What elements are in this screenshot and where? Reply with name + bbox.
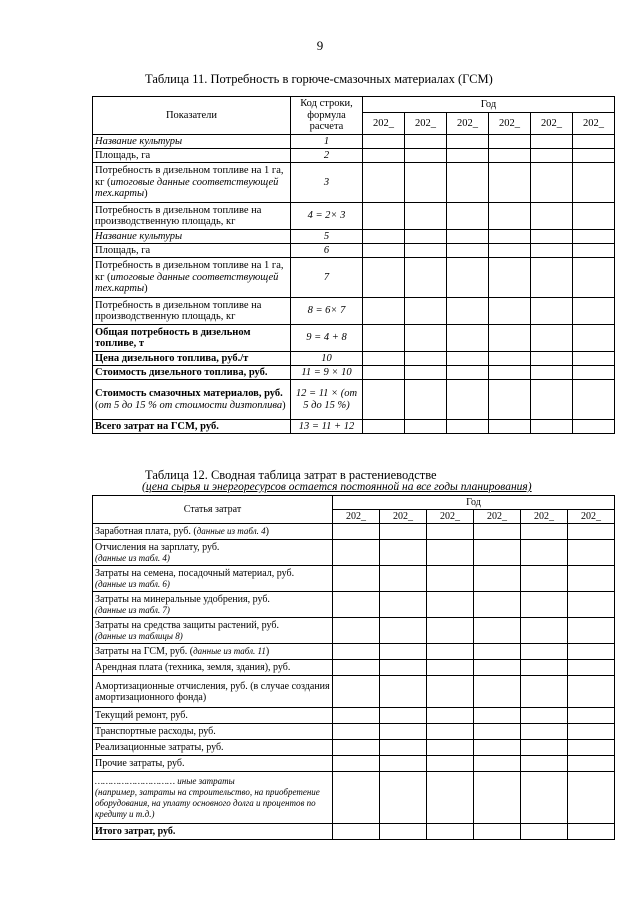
header-year-group: Год	[333, 496, 615, 510]
value-cell[interactable]	[447, 135, 489, 149]
value-cell[interactable]	[363, 258, 405, 298]
value-cell[interactable]	[531, 325, 573, 352]
value-cell[interactable]	[405, 230, 447, 244]
value-cell[interactable]	[380, 644, 427, 660]
table-row	[93, 566, 615, 592]
row-label-part: данные из табл. 11	[193, 646, 266, 656]
table-row	[93, 203, 615, 230]
value-cell[interactable]	[380, 660, 427, 676]
value-cell[interactable]	[474, 524, 521, 540]
header-year: 202_	[568, 510, 615, 524]
row-label-part: Площадь, га	[95, 244, 151, 256]
table-row	[93, 824, 615, 840]
value-cell[interactable]	[474, 756, 521, 772]
row-label	[93, 540, 333, 566]
row-code: 13 = 11 + 12	[291, 420, 363, 434]
value-cell[interactable]	[427, 524, 474, 540]
value-cell[interactable]	[427, 540, 474, 566]
row-label	[93, 420, 291, 434]
value-cell[interactable]	[333, 824, 380, 840]
row-label-part: Прочие затраты, руб.	[95, 758, 185, 769]
row-code: 11 = 9 × 10	[291, 366, 363, 380]
row-code: 3	[291, 163, 363, 203]
row-label-part: Реализационные затраты, руб.	[95, 742, 224, 753]
row-code: 4 = 2× 3	[291, 203, 363, 230]
row-label-part: Затраты на семена, посадочный материал, руб.	[95, 567, 295, 579]
row-label-part: Общая потребность в дизельном топливе, т	[95, 326, 251, 349]
table12-subcaption: (цена сырья и энергоресурсов остается постоянной на все годы планирования)	[142, 481, 532, 493]
value-cell[interactable]	[573, 352, 615, 366]
value-cell[interactable]	[474, 772, 521, 824]
value-cell[interactable]	[474, 618, 521, 644]
table11-caption: Таблица 11. Потребность в горюче-смазочных материалах (ГСМ)	[145, 72, 493, 86]
value-cell[interactable]	[474, 724, 521, 740]
row-label-part: Заработная плата, руб. (	[95, 526, 197, 537]
row-label	[93, 244, 291, 258]
row-label	[93, 380, 291, 420]
value-cell[interactable]	[568, 756, 615, 772]
table11-fuel-needs	[92, 96, 615, 434]
value-cell[interactable]	[427, 740, 474, 756]
value-cell[interactable]	[427, 724, 474, 740]
table-row	[93, 366, 615, 380]
row-label	[93, 163, 291, 203]
value-cell[interactable]	[447, 163, 489, 203]
value-cell[interactable]	[489, 149, 531, 163]
value-cell[interactable]	[568, 566, 615, 592]
value-cell[interactable]	[447, 149, 489, 163]
row-label-part: Итого затрат, руб.	[95, 826, 176, 837]
value-cell[interactable]	[333, 756, 380, 772]
value-cell[interactable]	[489, 298, 531, 325]
table-row	[93, 740, 615, 756]
value-cell[interactable]	[380, 566, 427, 592]
table-row	[93, 644, 615, 660]
row-label	[93, 724, 333, 740]
row-label-part: Потребность в дизельном топливе на производственную площадь, кг	[95, 299, 262, 322]
row-label-part: Потребность в дизельном топливе на 1 га, кг (	[95, 260, 284, 283]
row-label-part: от 5 до 15 % от стоимости дизтоплива	[98, 399, 283, 411]
table-row	[93, 724, 615, 740]
value-cell[interactable]	[427, 660, 474, 676]
value-cell[interactable]	[405, 298, 447, 325]
table-row	[93, 756, 615, 772]
row-label-part: Стоимость дизельного топлива, руб.	[95, 366, 268, 378]
value-cell[interactable]	[380, 772, 427, 824]
row-label-part: Затраты на средства защиты растений, руб.	[95, 619, 280, 631]
value-cell[interactable]	[521, 566, 568, 592]
value-cell[interactable]	[489, 135, 531, 149]
row-label	[93, 135, 291, 149]
header-year: 202_	[573, 113, 615, 135]
value-cell[interactable]	[531, 298, 573, 325]
row-code: 12 = 11 × (от 5 до 15 %)	[291, 380, 363, 420]
value-cell[interactable]	[568, 740, 615, 756]
row-code: 6	[291, 244, 363, 258]
value-cell[interactable]	[363, 244, 405, 258]
value-cell[interactable]	[521, 772, 568, 824]
value-cell[interactable]	[521, 524, 568, 540]
value-cell[interactable]	[405, 352, 447, 366]
value-cell[interactable]	[363, 352, 405, 366]
value-cell[interactable]	[573, 163, 615, 203]
value-cell[interactable]	[405, 366, 447, 380]
row-label	[93, 644, 333, 660]
value-cell[interactable]	[405, 163, 447, 203]
value-cell[interactable]	[333, 566, 380, 592]
row-label-part: ………………………… иные затраты	[95, 775, 235, 786]
header-year: 202_	[474, 510, 521, 524]
row-label-part: Название культуры	[95, 135, 183, 147]
value-cell[interactable]	[447, 258, 489, 298]
row-label	[93, 230, 291, 244]
value-cell[interactable]	[531, 258, 573, 298]
row-label-part: итоговые данные соответствующей тех.карты	[95, 176, 279, 200]
table-row	[93, 420, 615, 434]
row-label	[93, 676, 333, 708]
value-cell[interactable]	[447, 203, 489, 230]
value-cell[interactable]	[521, 660, 568, 676]
row-label	[93, 325, 291, 352]
value-cell[interactable]	[405, 149, 447, 163]
header-year: 202_	[531, 113, 573, 135]
value-cell[interactable]	[363, 203, 405, 230]
value-cell[interactable]	[489, 352, 531, 366]
value-cell[interactable]	[531, 230, 573, 244]
row-label-part: (	[95, 399, 99, 411]
value-cell[interactable]	[568, 660, 615, 676]
value-cell[interactable]	[521, 540, 568, 566]
table-row	[93, 352, 615, 366]
value-cell[interactable]	[447, 352, 489, 366]
value-cell[interactable]	[474, 660, 521, 676]
table-row	[93, 676, 615, 708]
row-label-part: Амортизационные отчисления, руб. (в случае создания амортизационного фонда)	[95, 680, 330, 703]
row-label-part: )	[265, 646, 270, 657]
value-cell[interactable]	[380, 524, 427, 540]
value-cell[interactable]	[489, 420, 531, 434]
row-label-part: итоговые данные соответствующей тех.карты	[95, 271, 279, 295]
row-label-part: Стоимость смазочных материалов, руб.	[95, 388, 283, 399]
header-year: 202_	[363, 113, 405, 135]
row-label-part: Затраты на минеральные удобрения, руб.	[95, 593, 270, 605]
table-row	[93, 298, 615, 325]
header-indicator: Показатели	[93, 97, 291, 135]
table-row	[93, 149, 615, 163]
value-cell[interactable]	[489, 366, 531, 380]
value-cell[interactable]	[573, 230, 615, 244]
value-cell[interactable]	[573, 298, 615, 325]
table-row	[93, 163, 615, 203]
value-cell[interactable]	[363, 325, 405, 352]
row-code: 9 = 4 + 8	[291, 325, 363, 352]
table-row	[93, 230, 615, 244]
row-code: 2	[291, 149, 363, 163]
table-row	[93, 660, 615, 676]
value-cell[interactable]	[489, 230, 531, 244]
row-label	[93, 298, 291, 325]
value-cell[interactable]	[474, 824, 521, 840]
value-cell[interactable]	[489, 380, 531, 420]
value-cell[interactable]	[427, 644, 474, 660]
table-row	[93, 708, 615, 724]
value-cell[interactable]	[447, 325, 489, 352]
value-cell[interactable]	[573, 380, 615, 420]
value-cell[interactable]	[447, 298, 489, 325]
row-label	[93, 740, 333, 756]
value-cell[interactable]	[405, 135, 447, 149]
row-label	[93, 708, 333, 724]
value-cell[interactable]	[427, 708, 474, 724]
value-cell[interactable]	[489, 203, 531, 230]
header-year: 202_	[447, 113, 489, 135]
value-cell[interactable]	[405, 420, 447, 434]
table-row	[93, 244, 615, 258]
value-cell[interactable]	[380, 592, 427, 618]
value-cell[interactable]	[363, 163, 405, 203]
header-cost-item: Статья затрат	[93, 496, 333, 524]
value-cell[interactable]	[380, 740, 427, 756]
value-cell[interactable]	[489, 325, 531, 352]
value-cell[interactable]	[380, 756, 427, 772]
page-number: 9	[316, 38, 324, 53]
row-label-part: Потребность в дизельном топливе на 1 га, кг (	[95, 165, 284, 188]
row-label	[93, 756, 333, 772]
value-cell[interactable]	[333, 724, 380, 740]
value-cell[interactable]	[474, 740, 521, 756]
value-cell[interactable]	[363, 149, 405, 163]
value-cell[interactable]	[489, 258, 531, 298]
row-label	[93, 660, 333, 676]
value-cell[interactable]	[405, 203, 447, 230]
value-cell[interactable]	[405, 244, 447, 258]
row-code: 1	[291, 135, 363, 149]
value-cell[interactable]	[447, 380, 489, 420]
value-cell[interactable]	[333, 660, 380, 676]
value-cell[interactable]	[380, 618, 427, 644]
value-cell[interactable]	[521, 740, 568, 756]
value-cell[interactable]	[363, 298, 405, 325]
row-label-part: данные из табл. 4	[196, 526, 266, 536]
row-label-part: Название культуры	[95, 230, 183, 242]
value-cell[interactable]	[363, 366, 405, 380]
value-cell[interactable]	[447, 244, 489, 258]
value-cell[interactable]	[427, 756, 474, 772]
row-label	[93, 524, 333, 540]
header-year: 202_	[333, 510, 380, 524]
row-label	[93, 203, 291, 230]
value-cell[interactable]	[333, 644, 380, 660]
value-cell[interactable]	[573, 149, 615, 163]
row-label	[93, 352, 291, 366]
value-cell[interactable]	[531, 203, 573, 230]
row-label-part: Площадь, га	[95, 149, 151, 161]
row-label	[93, 566, 333, 592]
row-label	[93, 258, 291, 298]
value-cell[interactable]	[474, 644, 521, 660]
value-cell[interactable]	[380, 708, 427, 724]
row-label-part: Арендная плата (техника, земля, здания), руб.	[95, 662, 291, 673]
value-cell[interactable]	[521, 592, 568, 618]
value-cell[interactable]	[521, 708, 568, 724]
table-row	[93, 380, 615, 420]
row-label-part: Всего затрат на ГСМ, руб.	[95, 420, 219, 432]
value-cell[interactable]	[521, 618, 568, 644]
row-label	[93, 366, 291, 380]
value-cell[interactable]	[427, 676, 474, 708]
value-cell[interactable]	[380, 824, 427, 840]
row-label-part: Потребность в дизельном топливе на производственную площадь, кг	[95, 204, 262, 227]
header-year: 202_	[427, 510, 474, 524]
value-cell[interactable]	[427, 824, 474, 840]
value-cell[interactable]	[568, 708, 615, 724]
value-cell[interactable]	[568, 772, 615, 824]
row-label	[93, 772, 333, 824]
value-cell[interactable]	[568, 644, 615, 660]
value-cell[interactable]	[521, 756, 568, 772]
value-cell[interactable]	[333, 772, 380, 824]
row-label-part: (например, затраты на строительство, на приобретение оборудования, на уплату основного долга и процентов по кредиту и т.д.)	[95, 786, 320, 819]
value-cell[interactable]	[531, 149, 573, 163]
table-row	[93, 135, 615, 149]
value-cell[interactable]	[573, 203, 615, 230]
value-cell[interactable]	[474, 592, 521, 618]
value-cell[interactable]	[427, 592, 474, 618]
header-year: 202_	[521, 510, 568, 524]
header-code: Код строки, формула расчета	[291, 97, 363, 135]
value-cell[interactable]	[521, 724, 568, 740]
value-cell[interactable]	[363, 135, 405, 149]
row-label	[93, 592, 333, 618]
value-cell[interactable]	[531, 163, 573, 203]
value-cell[interactable]	[568, 676, 615, 708]
value-cell[interactable]	[447, 230, 489, 244]
table-row	[93, 540, 615, 566]
value-cell[interactable]	[474, 540, 521, 566]
table-row	[93, 325, 615, 352]
value-cell[interactable]	[405, 325, 447, 352]
value-cell[interactable]	[333, 708, 380, 724]
row-label-part: (данные из табл. 6)	[95, 578, 170, 589]
value-cell[interactable]	[531, 244, 573, 258]
value-cell[interactable]	[568, 524, 615, 540]
header-year: 202_	[405, 113, 447, 135]
table-row	[93, 592, 615, 618]
value-cell[interactable]	[363, 420, 405, 434]
table12-cost-summary	[92, 495, 615, 840]
row-code: 7	[291, 258, 363, 298]
value-cell[interactable]	[531, 135, 573, 149]
value-cell[interactable]	[531, 366, 573, 380]
row-label-part: Цена дизельного топлива, руб./т	[95, 352, 249, 364]
value-cell[interactable]	[363, 380, 405, 420]
row-label-part: Текущий ремонт, руб.	[95, 710, 188, 721]
value-cell[interactable]	[333, 676, 380, 708]
row-code: 10	[291, 352, 363, 366]
value-cell[interactable]	[573, 258, 615, 298]
value-cell[interactable]	[474, 676, 521, 708]
value-cell[interactable]	[474, 566, 521, 592]
value-cell[interactable]	[568, 824, 615, 840]
table-row	[93, 618, 615, 644]
value-cell[interactable]	[573, 366, 615, 380]
value-cell[interactable]	[405, 380, 447, 420]
value-cell[interactable]	[380, 540, 427, 566]
value-cell[interactable]	[380, 724, 427, 740]
header-year-group: Год	[363, 97, 615, 113]
value-cell[interactable]	[405, 258, 447, 298]
row-label-part: Транспортные расходы, руб.	[95, 726, 216, 737]
row-label	[93, 149, 291, 163]
row-label-part: )	[144, 283, 148, 295]
value-cell[interactable]	[521, 644, 568, 660]
value-cell[interactable]	[474, 708, 521, 724]
value-cell[interactable]	[568, 724, 615, 740]
row-label-part: )	[265, 526, 269, 537]
row-label-part: Отчисления на зарплату, руб.	[95, 541, 220, 553]
value-cell[interactable]	[363, 230, 405, 244]
row-label-part: (данные из табл. 4)	[95, 552, 170, 563]
value-cell[interactable]	[333, 740, 380, 756]
value-cell[interactable]	[427, 618, 474, 644]
value-cell[interactable]	[333, 592, 380, 618]
value-cell[interactable]	[568, 592, 615, 618]
value-cell[interactable]	[489, 163, 531, 203]
value-cell[interactable]	[531, 420, 573, 434]
value-cell[interactable]	[333, 618, 380, 644]
value-cell[interactable]	[521, 676, 568, 708]
table-row	[93, 524, 615, 540]
row-label-part: Затраты на ГСМ, руб. (	[95, 646, 194, 657]
value-cell[interactable]	[573, 135, 615, 149]
value-cell[interactable]	[531, 352, 573, 366]
value-cell[interactable]	[489, 244, 531, 258]
row-label	[93, 824, 333, 840]
value-cell[interactable]	[333, 524, 380, 540]
value-cell[interactable]	[427, 566, 474, 592]
row-label-part: )	[144, 188, 148, 200]
value-cell[interactable]	[568, 618, 615, 644]
value-cell[interactable]	[531, 380, 573, 420]
row-label-part: )	[282, 399, 286, 411]
value-cell[interactable]	[380, 676, 427, 708]
row-label	[93, 618, 333, 644]
value-cell[interactable]	[427, 772, 474, 824]
value-cell[interactable]	[573, 325, 615, 352]
value-cell[interactable]	[573, 244, 615, 258]
header-year: 202_	[380, 510, 427, 524]
value-cell[interactable]	[521, 824, 568, 840]
table-row	[93, 258, 615, 298]
row-code: 5	[291, 230, 363, 244]
row-label-part: (данные из табл. 7)	[95, 604, 170, 615]
value-cell[interactable]	[573, 420, 615, 434]
value-cell[interactable]	[447, 420, 489, 434]
row-label-part: (данные из таблицы 8)	[95, 630, 183, 641]
row-code: 8 = 6× 7	[291, 298, 363, 325]
table-row	[93, 772, 615, 824]
value-cell[interactable]	[447, 366, 489, 380]
value-cell[interactable]	[333, 540, 380, 566]
table12-caption: Таблица 12. Сводная таблица затрат в растениеводстве	[145, 468, 437, 482]
header-year: 202_	[489, 113, 531, 135]
value-cell[interactable]	[568, 540, 615, 566]
